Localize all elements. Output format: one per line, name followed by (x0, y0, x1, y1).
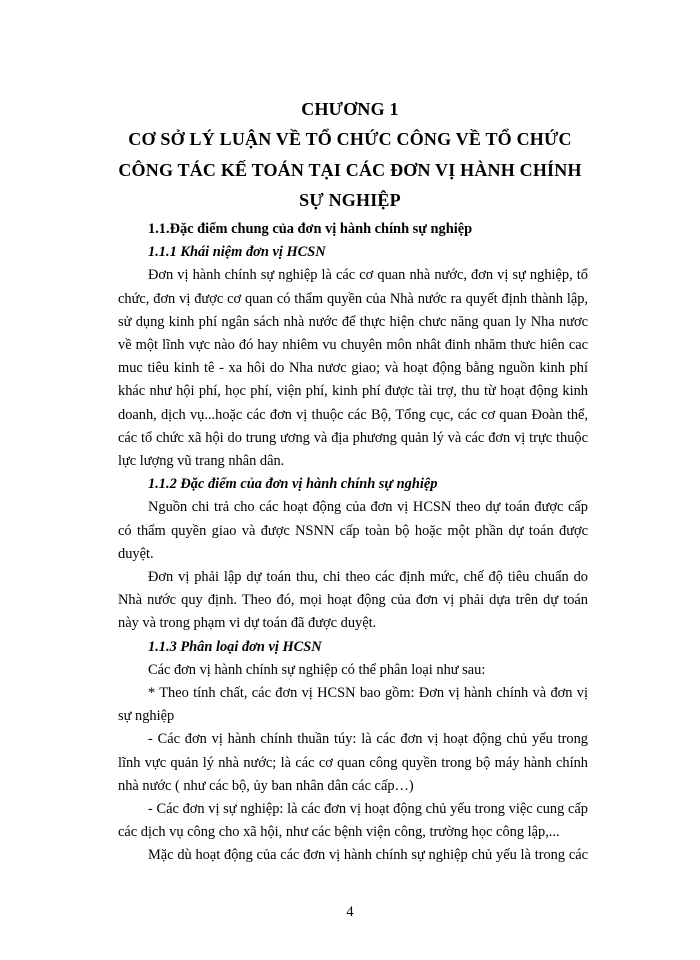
section-heading-1-1-1: 1.1.1 Khái niệm đơn vị HCSN (148, 244, 326, 261)
document-body (118, 218, 588, 868)
chapter-title-line-3: SỰ NGHIỆP (299, 190, 401, 210)
chapter-title-line-2: CÔNG TÁC KẾ TOÁN TẠI CÁC ĐƠN VỊ HÀNH CHÍNH (118, 160, 582, 180)
chapter-label: CHƯƠNG 1 (301, 99, 399, 119)
chapter-title-line-1: CƠ SỞ LÝ LUẬN VỀ TỔ CHỨC CÔNG VỀ TỔ CHỨC (128, 129, 572, 149)
paragraph-classification-intro: Các đơn vị hành chính sự nghiệp có thể phân loại như sau: (148, 661, 486, 678)
paragraph-funding-source: Nguồn chi trả cho các hoạt động của đơn vị HCSN theo dự toán được cấp có thẩm quyền giao và được NSNN cấp toàn bộ hoặc một phần dự toán được duyệt. (118, 499, 588, 562)
paragraph-service-units: - Các đơn vị sự nghiệp: là các đơn vị hoạt động chủ yếu trong việc cung cấp các dịch vụ công cho xã hội, như các bệnh viện công, trường học công lập,... (118, 801, 588, 841)
paragraph-admin-units: - Các đơn vị hành chính thuần túy: là các đơn vị hoạt động chủ yếu trong lĩnh vực quản lý nhà nước; là các cơ quan công quyền trong bộ máy hành chính nhà nước ( như các bộ, ủy ban nhân dân các cấp…) (118, 731, 588, 794)
paragraph-budget-estimate: Đơn vị phải lập dự toán thu, chi theo các định mức, chế độ tiêu chuẩn do Nhà nước quy định. Theo đó, mọi hoạt động của đơn vị phải dựa trên dự toán này và trong phạm vi dự toán đã được duyệt. (118, 569, 588, 632)
paragraph-closing: Mặc dù hoạt động của các đơn vị hành chính sự nghiệp chủ yếu là trong các (148, 847, 588, 864)
page-number: 4 (346, 904, 354, 920)
section-heading-1-1: 1.1.Đặc điểm chung của đơn vị hành chính sự nghiệp (148, 221, 473, 237)
section-heading-1-1-3: 1.1.3 Phân loại đơn vị HCSN (148, 638, 322, 655)
paragraph-definition: Đơn vị hành chính sự nghiệp là các cơ quan nhà nước, đơn vị sự nghiệp, tổ chức, đơn vị được cơ quan có thẩm quyền của Nhà nước ra quyết định thành lập, sử dụng kinh phí ngân sách nhà nước để thực hiện chưc năng quan ly Nha nươc về một lĩnh vực nào đó hay nhiêm vu chuyên môn nhât đinh nhăm thưc hiên cac muc tiêu kinh tê - xa hôi do Nha nươc giao; và hoạt động bằng nguồn kinh phí khác như hội phí, học phí, viện phí, kinh phí được tài trợ, thu từ hoạt động kinh doanh, dịch vụ...hoặc các đơn vị thuộc các Bộ, Tổng cục, các cơ quan Đoàn thể, các tổ chức xã hội do trung ương và địa phương quản lý và các đơn vị trực thuộc lực lượng vũ trang nhân dân. (118, 267, 588, 470)
paragraph-by-nature: * Theo tính chất, các đơn vị HCSN bao gồm: Đơn vị hành chính và đơn vị sự nghiệp (118, 685, 588, 725)
section-heading-1-1-2: 1.1.2 Đặc điểm của đơn vị hành chính sự nghiệp (148, 476, 438, 493)
